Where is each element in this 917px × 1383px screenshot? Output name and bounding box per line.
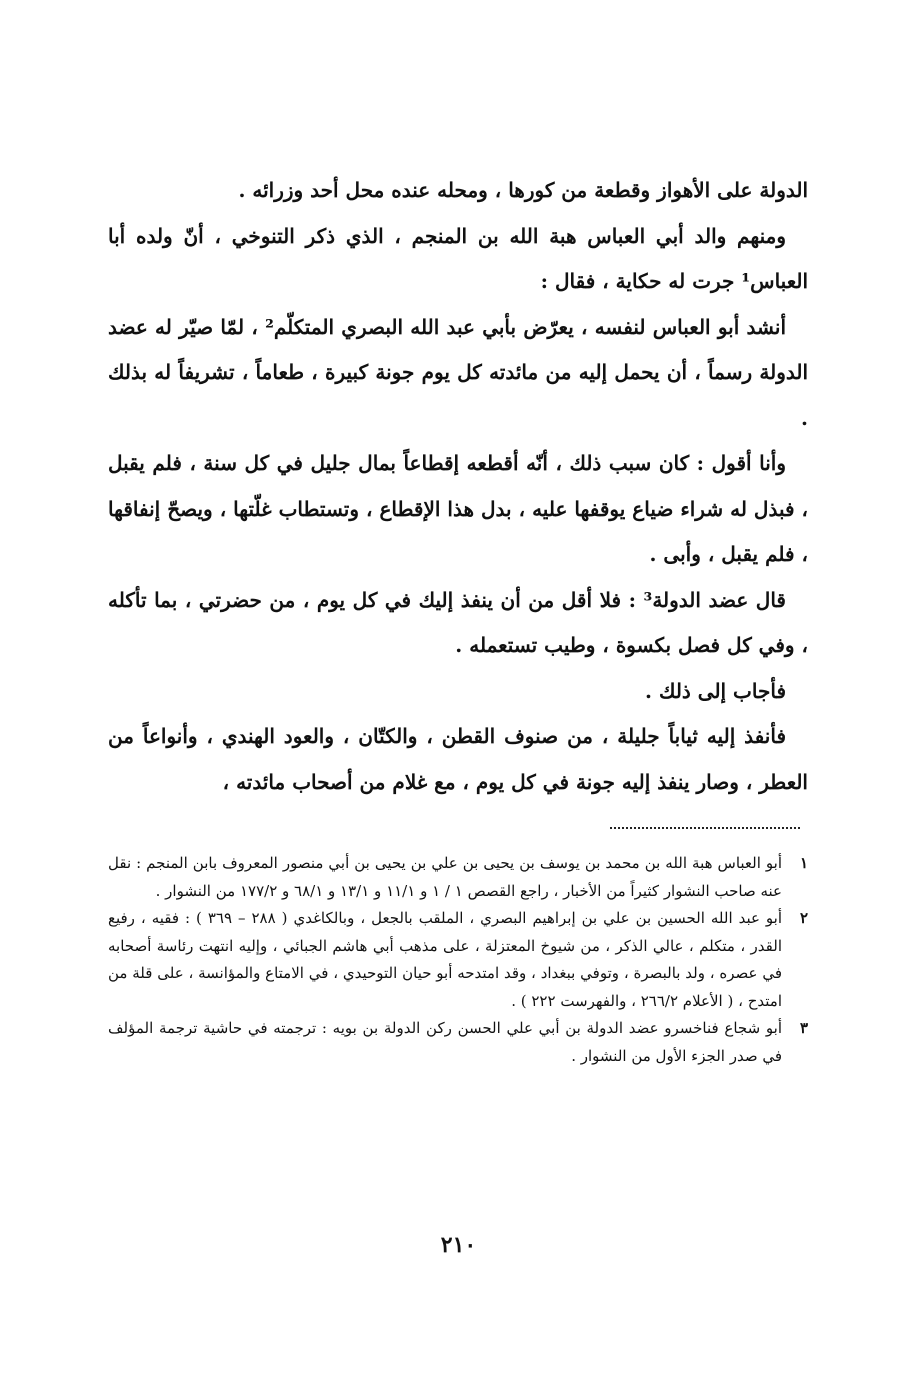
footnote-number: ٢ (799, 909, 808, 927)
page-number: ٢١٠ (440, 1232, 477, 1258)
main-paragraph: ومنهم والد أبي العباس هبة الله بن المنجم ، الذي ذكر التنوخي ، أنّ ولده أبا العباس¹ جرت له حكاية ، فقال : (108, 223, 808, 293)
main-paragraph: فأجاب إلى ذلك . (645, 678, 786, 703)
footnote-text: أبو شجاع فناخسرو عضد الدولة بن أبي علي الحسن ركن الدولة بن بويه : ترجمته في حاشية ترجمة المؤلف في صدر الجزء الأول من النشوار . (108, 1019, 782, 1065)
main-text (108, 168, 808, 805)
main-paragraph: فأنفذ إليه ثياباً جليلة ، من صنوف القطن ، والكتّان ، والعود الهندي ، وأنواعاً من العطر ، وصار ينفذ إليه جونة في كل يوم ، مع غلام من أصحاب مائدته ، (108, 724, 808, 794)
footnote-text: أبو عبد الله الحسين بن علي بن إبراهيم البصري ، الملقب بالجعل ، وبالكاغدي ( ٢٨٨ – ٣٦٩ ) : فقيه ، رفيع القدر ، متكلم ، عالي الذكر ، من شيوخ المعتزلة ، على مذهب أبي هاشم الجبائي ، وإليه انتهت رئاسة أصحابه في عصره ، ولد بالبصرة ، وتوفي ببغداد ، وقد امتدحه أبو حيان التوحيدي ، في الامتاع والمؤانسة ، على قلة من امتدح ، ( الأعلام ٢٦٦/٢ ، والفهرست ٢٢٢ ) . (108, 909, 782, 1010)
footnote-separator (610, 827, 800, 829)
footnote-number: ٣ (799, 1019, 808, 1037)
footnotes (108, 850, 808, 1070)
main-paragraph: الدولة على الأهواز وقطعة من كورها ، ومحله عنده محل أحد وزرائه . (238, 178, 808, 202)
main-paragraph: قال عضد الدولة³ : فلا أقل من أن ينفذ إليك في كل يوم ، من حضرتي ، بما تأكله ، وفي كل فصل بكسوة ، وطيب تستعمله . (108, 587, 808, 657)
footnote (108, 850, 808, 905)
footnote-number: ١ (799, 854, 808, 872)
main-paragraph: وأنا أقول : كان سبب ذلك ، أنّه أقطعه إقطاعاً بمال جليل في كل سنة ، فلم يقبل ، فبذل له شراء ضياع يوقفها عليه ، بدل هذا الإقطاع ، وتستطاب غلّتها ، ويصحّ إنفاقها ، فلم يقبل ، وأبى . (108, 451, 808, 566)
footnote (108, 1015, 808, 1070)
footnote-text: أبو العباس هبة الله بن محمد بن يوسف بن يحيى بن علي بن يحيى بن أبي منصور المعروف بابن المنجم : نقل عنه صاحب النشوار كثيراً من الأخبار ، راجع القصص ١ / ١ و ١١/١ و ١٣/١ و ٦٨/١ و ١٧٧/٢ من النشوار . (108, 854, 782, 900)
main-paragraph: أنشد أبو العباس لنفسه ، يعرّض بأبي عبد الله البصري المتكلّم² ، لمّا صيّر له عضد الدولة رسماً ، أن يحمل إليه من مائدته كل يوم جونة كبيرة ، طعاماً ، تشريفاً له بذلك . (108, 314, 808, 430)
footnote (108, 905, 808, 1015)
